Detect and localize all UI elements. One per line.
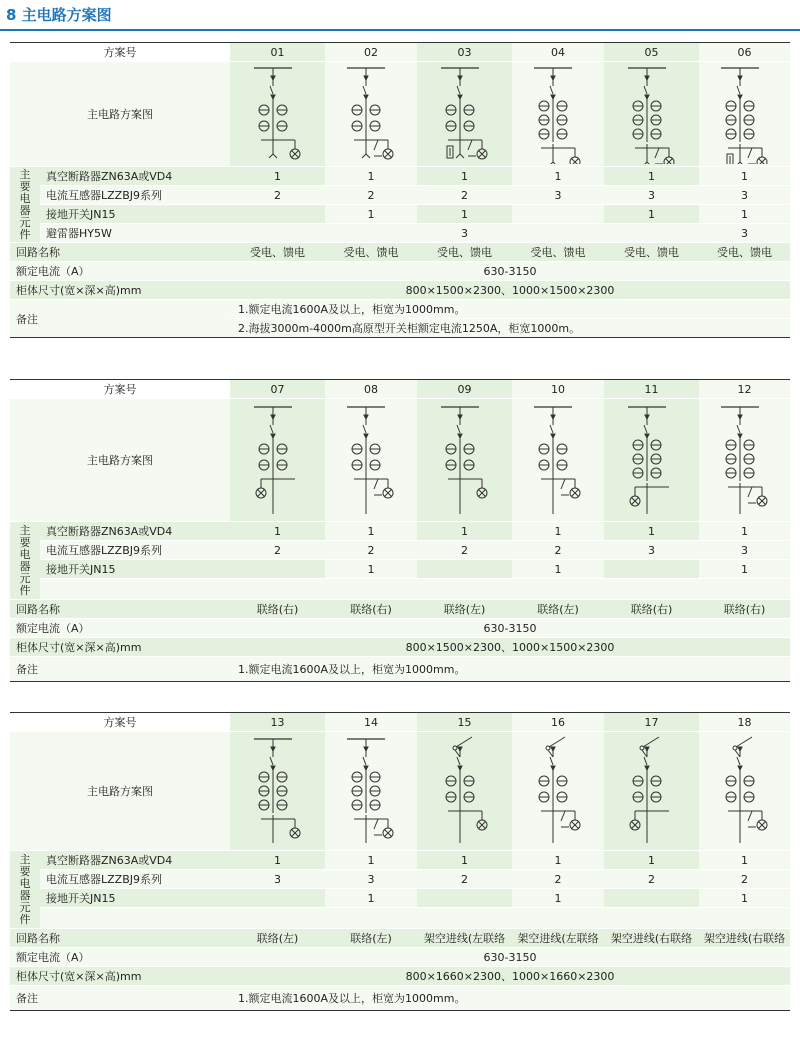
cable-end-icon: [647, 162, 651, 164]
breaker-label: 真空断路器ZN63A或VD4: [40, 522, 230, 541]
earth-switch-icon: [561, 811, 565, 821]
scheme-code: 11: [604, 380, 699, 399]
scheme-code: 15: [417, 713, 512, 732]
breaker-qty: 1: [699, 167, 790, 186]
breaker-qty: 1: [512, 851, 604, 870]
circuit-name: 架空进线(右联络: [604, 929, 699, 948]
ct-label: 电流互感器LZZBJ9系列: [40, 541, 230, 560]
breaker-qty: 1: [325, 522, 417, 541]
spacer-row: [10, 908, 790, 929]
breaker-icon: [457, 757, 460, 765]
arrester-qty: 3: [417, 224, 512, 243]
scheme-code: 01: [230, 43, 325, 62]
breaker-label: 真空断路器ZN63A或VD4: [40, 851, 230, 870]
breaker-icon: [644, 425, 647, 433]
rated-current-value: 630-3150: [230, 619, 790, 638]
plug-contact-icon: [271, 747, 275, 751]
plug-contact-icon: [645, 76, 649, 80]
circuit-name: 联络(右): [230, 600, 325, 619]
arrester-qty: [230, 224, 325, 243]
plug-contact-icon: [271, 766, 275, 770]
plug-contact-icon: [364, 434, 368, 438]
cabinet-size-row: [10, 281, 790, 300]
earth-switch-row: [10, 889, 790, 908]
line-terminal-icon: [546, 746, 550, 750]
breaker-qty: 1: [604, 167, 699, 186]
scheme-code: 16: [512, 713, 604, 732]
breaker-row: [10, 522, 790, 541]
earth-switch-row: [10, 560, 790, 579]
plug-contact-icon: [738, 434, 742, 438]
arrester-qty: [325, 224, 417, 243]
cabinet-size-value: 800×1500×2300、1000×1500×2300: [230, 638, 790, 657]
main-components-text: 主要电器元件: [19, 167, 31, 241]
ct-qty: 2: [230, 541, 325, 560]
diagram-row: [10, 399, 790, 522]
feeder-line: [735, 750, 740, 757]
ct-label: 电流互感器LZZBJ9系列: [40, 870, 230, 889]
ct-qty: 2: [230, 186, 325, 205]
earth-switch-qty: [230, 889, 325, 908]
plug-contact-icon: [645, 415, 649, 419]
circuit-name-label: 回路名称: [10, 243, 230, 262]
cable-end-icon: [273, 154, 277, 158]
scheme-no-label: 方案号: [10, 43, 230, 62]
plug-contact-icon: [271, 415, 275, 419]
earth-switch-qty: 1: [604, 205, 699, 224]
spacer-row: [10, 579, 790, 600]
circuit-name: 联络(左): [512, 600, 604, 619]
breaker-icon: [737, 425, 740, 433]
ct-qty: 3: [230, 870, 325, 889]
breaker-icon: [363, 86, 366, 94]
earth-switch-qty: 1: [417, 205, 512, 224]
earth-switch-qty: [230, 205, 325, 224]
circuit-diagram: [325, 399, 417, 522]
arrester-qty: [604, 224, 699, 243]
circuit-diagram: [699, 732, 790, 851]
cabinet-size-row: [10, 967, 790, 986]
cable-end-icon: [366, 154, 370, 158]
breaker-qty: 1: [512, 167, 604, 186]
earth-switch-qty: [230, 560, 325, 579]
cable-end-icon: [269, 154, 273, 158]
cable-end-icon: [456, 154, 460, 158]
circuit-name: 联络(左): [417, 600, 512, 619]
circuit-name: 受电、馈电: [604, 243, 699, 262]
feeder-line: [548, 750, 553, 757]
breaker-qty: 1: [230, 167, 325, 186]
plug-contact-icon: [645, 434, 649, 438]
rated-current-value: 630-3150: [230, 262, 790, 281]
circuit-name-row: [10, 243, 790, 262]
earth-switch-qty: [604, 560, 699, 579]
breaker-qty: 1: [417, 522, 512, 541]
indicator-lamp-icon: [664, 157, 674, 164]
plug-contact-icon: [551, 434, 555, 438]
cable-end-icon: [736, 162, 740, 164]
ct-label: 电流互感器LZZBJ9系列: [40, 186, 230, 205]
ct-qty: 3: [699, 541, 790, 560]
rated-current-value: 630-3150: [230, 948, 790, 967]
circuit-diagram: [230, 399, 325, 522]
remarks-label: 备注: [10, 986, 230, 1011]
ct-qty: 3: [512, 186, 604, 205]
scheme-code: 18: [699, 713, 790, 732]
overhead-line-icon: [456, 737, 472, 747]
scheme-code: 05: [604, 43, 699, 62]
cable-end-icon: [362, 154, 366, 158]
plug-contact-icon: [364, 95, 368, 99]
earth-switch-qty: 1: [325, 889, 417, 908]
scheme-code: 03: [417, 43, 512, 62]
ct-row: [10, 541, 790, 560]
arrester-label: 避雷器HY5W: [40, 224, 230, 243]
circuit-diagram: [512, 732, 604, 851]
plug-contact-icon: [271, 434, 275, 438]
breaker-qty: 1: [604, 851, 699, 870]
circuit-diagram: [699, 62, 790, 167]
remarks-label: 备注: [10, 300, 230, 338]
circuit-name: 联络(右): [699, 600, 790, 619]
breaker-icon: [737, 757, 740, 765]
remark-line: 2.海拔3000m-4000m高原型开关柜额定电流1250A，柜宽1000m。: [230, 319, 790, 338]
earth-switch-label: 接地开关JN15: [40, 889, 230, 908]
breaker-qty: 1: [512, 522, 604, 541]
scheme-no-label: 方案号: [10, 713, 230, 732]
scheme-code: 17: [604, 713, 699, 732]
earth-switch-qty: 1: [512, 889, 604, 908]
earth-switch-icon: [561, 479, 565, 489]
scheme-code: 02: [325, 43, 417, 62]
ct-qty: 3: [325, 870, 417, 889]
plug-contact-icon: [458, 95, 462, 99]
breaker-row: [10, 167, 790, 186]
remarks-row: [10, 986, 790, 1011]
remark-line: 1.额定电流1600A及以上，柜宽为1000mm。: [230, 300, 790, 319]
ct-qty: 3: [699, 186, 790, 205]
breaker-icon: [550, 425, 553, 433]
breaker-qty: 1: [699, 522, 790, 541]
plug-contact-icon: [738, 76, 742, 80]
circuit-name: 联络(右): [325, 600, 417, 619]
earth-switch-qty: [417, 560, 512, 579]
cable-end-icon: [740, 162, 744, 164]
rated-current-label: 额定电流（A）: [10, 948, 230, 967]
feeder-line: [642, 750, 647, 757]
remarks-row: [10, 300, 790, 319]
circuit-name: 受电、馈电: [417, 243, 512, 262]
main-components-label: [10, 851, 40, 929]
ct-qty: 2: [604, 870, 699, 889]
plug-contact-icon: [271, 95, 275, 99]
plug-contact-icon: [551, 95, 555, 99]
circuit-diagram: [325, 62, 417, 167]
circuit-name-label: 回路名称: [10, 600, 230, 619]
earth-switch-icon: [468, 140, 472, 150]
circuit-diagram: [325, 732, 417, 851]
circuit-diagram: [699, 399, 790, 522]
plug-contact-icon: [645, 95, 649, 99]
ct-qty: 2: [699, 870, 790, 889]
spacer-cell: [40, 579, 790, 600]
circuit-diagram: [417, 62, 512, 167]
cable-end-icon: [460, 154, 464, 158]
rated-current-row: [10, 948, 790, 967]
diagram-label: 主电路方案图: [10, 399, 230, 522]
ct-qty: 3: [604, 186, 699, 205]
breaker-qty: 1: [230, 851, 325, 870]
scheme-code: 06: [699, 43, 790, 62]
circuit-diagram: [604, 732, 699, 851]
plug-contact-icon: [364, 766, 368, 770]
feeder-line: [455, 750, 460, 757]
circuit-diagram: [417, 732, 512, 851]
earth-switch-icon: [374, 140, 378, 150]
cabinet-size-label: 柜体尺寸(宽×深×高)mm: [10, 967, 230, 986]
overhead-line-icon: [643, 737, 659, 747]
circuit-name: 受电、馈电: [699, 243, 790, 262]
plug-contact-icon: [551, 415, 555, 419]
earth-switch-qty: 1: [512, 560, 604, 579]
circuit-name: 联络(左): [230, 929, 325, 948]
plug-contact-icon: [738, 766, 742, 770]
plug-contact-icon: [364, 747, 368, 751]
plug-contact-icon: [645, 747, 649, 751]
earth-switch-qty: 1: [325, 205, 417, 224]
title-rule: [0, 29, 800, 31]
earth-switch-icon: [748, 811, 752, 821]
scheme-no-row: [10, 713, 790, 732]
breaker-icon: [457, 86, 460, 94]
scheme-code: 08: [325, 380, 417, 399]
breaker-qty: 1: [230, 522, 325, 541]
circuit-diagram: [604, 62, 699, 167]
circuit-name: 联络(右): [604, 600, 699, 619]
diagram-label: 主电路方案图: [10, 62, 230, 167]
scheme-code: 09: [417, 380, 512, 399]
indicator-lamp-icon: [570, 157, 580, 164]
breaker-qty: 1: [417, 167, 512, 186]
scheme-table-3: [10, 712, 790, 1011]
breaker-icon: [363, 425, 366, 433]
earth-switch-label: 接地开关JN15: [40, 560, 230, 579]
scheme-no-label: 方案号: [10, 380, 230, 399]
line-terminal-icon: [453, 746, 457, 750]
circuit-diagram: [230, 62, 325, 167]
scheme-code: 13: [230, 713, 325, 732]
breaker-label: 真空断路器ZN63A或VD4: [40, 167, 230, 186]
diagram-row: [10, 62, 790, 167]
scheme-code: 12: [699, 380, 790, 399]
scheme-no-row: [10, 380, 790, 399]
plug-contact-icon: [551, 766, 555, 770]
scheme-code: 07: [230, 380, 325, 399]
circuit-name-row: [10, 929, 790, 948]
breaker-icon: [550, 757, 553, 765]
breaker-icon: [457, 425, 460, 433]
plug-contact-icon: [364, 76, 368, 80]
circuit-name: 架空进线(左联络: [417, 929, 512, 948]
overhead-line-icon: [549, 737, 565, 747]
circuit-name: 联络(左): [325, 929, 417, 948]
rated-current-label: 额定电流（A）: [10, 262, 230, 281]
breaker-icon: [550, 86, 553, 94]
ct-qty: 2: [325, 186, 417, 205]
main-components-text: 主要电器元件: [19, 523, 31, 597]
main-components-label: [10, 167, 40, 243]
remark-line: 1.额定电流1600A及以上，柜宽为1000mm。: [230, 657, 790, 682]
plug-contact-icon: [738, 415, 742, 419]
page-title: 8 主电路方案图: [6, 6, 112, 24]
cabinet-size-label: 柜体尺寸(宽×深×高)mm: [10, 281, 230, 300]
circuit-name-row: [10, 600, 790, 619]
ct-qty: 2: [417, 541, 512, 560]
breaker-qty: 1: [325, 167, 417, 186]
earth-switch-qty: [604, 889, 699, 908]
breaker-icon: [737, 86, 740, 94]
earth-switch-icon: [655, 148, 659, 158]
arrester-qty: [512, 224, 604, 243]
ct-row: [10, 186, 790, 205]
circuit-name: 受电、馈电: [325, 243, 417, 262]
breaker-icon: [270, 757, 273, 765]
rated-current-label: 额定电流（A）: [10, 619, 230, 638]
cable-end-icon: [643, 162, 647, 164]
ct-qty: 2: [512, 870, 604, 889]
arrester-row: [10, 224, 790, 243]
scheme-code: 04: [512, 43, 604, 62]
cabinet-size-row: [10, 638, 790, 657]
breaker-qty: 1: [604, 522, 699, 541]
ct-qty: 2: [417, 186, 512, 205]
main-components-label: [10, 522, 40, 600]
plug-contact-icon: [738, 747, 742, 751]
line-terminal-icon: [640, 746, 644, 750]
breaker-qty: 1: [325, 851, 417, 870]
earth-switch-qty: 1: [699, 560, 790, 579]
scheme-table-1: [10, 42, 790, 338]
plug-contact-icon: [458, 415, 462, 419]
earth-switch-qty: 1: [325, 560, 417, 579]
circuit-diagram: [417, 399, 512, 522]
plug-contact-icon: [645, 766, 649, 770]
diagram-label: 主电路方案图: [10, 732, 230, 851]
cable-end-icon: [549, 162, 553, 164]
earth-switch-row: [10, 205, 790, 224]
plug-contact-icon: [551, 747, 555, 751]
cabinet-size-value: 800×1660×2300、1000×1660×2300: [230, 967, 790, 986]
scheme-code: 10: [512, 380, 604, 399]
spacer-cell: [40, 908, 790, 929]
breaker-qty: 1: [417, 851, 512, 870]
plug-contact-icon: [271, 76, 275, 80]
circuit-diagram: [230, 732, 325, 851]
plug-contact-icon: [364, 415, 368, 419]
scheme-table-2: [10, 379, 790, 682]
remarks-row: [10, 657, 790, 682]
cable-end-icon: [553, 162, 557, 164]
circuit-name: 受电、馈电: [512, 243, 604, 262]
earth-switch-qty: 1: [699, 889, 790, 908]
earth-switch-label: 接地开关JN15: [40, 205, 230, 224]
cabinet-size-label: 柜体尺寸(宽×深×高)mm: [10, 638, 230, 657]
circuit-name: 受电、馈电: [230, 243, 325, 262]
breaker-qty: 1: [699, 851, 790, 870]
plug-contact-icon: [458, 747, 462, 751]
plug-contact-icon: [458, 766, 462, 770]
earth-switch-qty: [417, 889, 512, 908]
earth-switch-icon: [374, 819, 378, 829]
plug-contact-icon: [738, 95, 742, 99]
circuit-diagram: [512, 62, 604, 167]
scheme-code: 14: [325, 713, 417, 732]
overhead-line-icon: [736, 737, 752, 747]
breaker-icon: [363, 757, 366, 765]
circuit-name: 架空进线(左联络: [512, 929, 604, 948]
breaker-icon: [644, 86, 647, 94]
indicator-lamp-icon: [757, 157, 767, 164]
main-components-text: 主要电器元件: [19, 852, 31, 926]
breaker-icon: [270, 425, 273, 433]
ct-qty: 2: [417, 870, 512, 889]
earth-switch-qty: 1: [699, 205, 790, 224]
plug-contact-icon: [551, 76, 555, 80]
circuit-diagram: [604, 399, 699, 522]
plug-contact-icon: [458, 76, 462, 80]
earth-switch-icon: [748, 487, 752, 497]
cabinet-size-value: 800×1500×2300、1000×1500×2300: [230, 281, 790, 300]
remarks-label: 备注: [10, 657, 230, 682]
plug-contact-icon: [458, 434, 462, 438]
ct-row: [10, 870, 790, 889]
diagram-row: [10, 732, 790, 851]
rated-current-row: [10, 619, 790, 638]
breaker-icon: [644, 757, 647, 765]
ct-qty: 2: [512, 541, 604, 560]
ct-qty: 2: [325, 541, 417, 560]
rated-current-row: [10, 262, 790, 281]
remark-line: 1.额定电流1600A及以上，柜宽为1000mm。: [230, 986, 790, 1011]
earth-switch-icon: [748, 148, 752, 158]
scheme-no-row: [10, 43, 790, 62]
circuit-name-label: 回路名称: [10, 929, 230, 948]
arrester-qty: 3: [699, 224, 790, 243]
circuit-name: 架空进线(右联络: [699, 929, 790, 948]
breaker-row: [10, 851, 790, 870]
earth-switch-qty: [512, 205, 604, 224]
circuit-diagram: [512, 399, 604, 522]
earth-switch-icon: [374, 479, 378, 489]
breaker-icon: [270, 86, 273, 94]
line-terminal-icon: [733, 746, 737, 750]
ct-qty: 3: [604, 541, 699, 560]
